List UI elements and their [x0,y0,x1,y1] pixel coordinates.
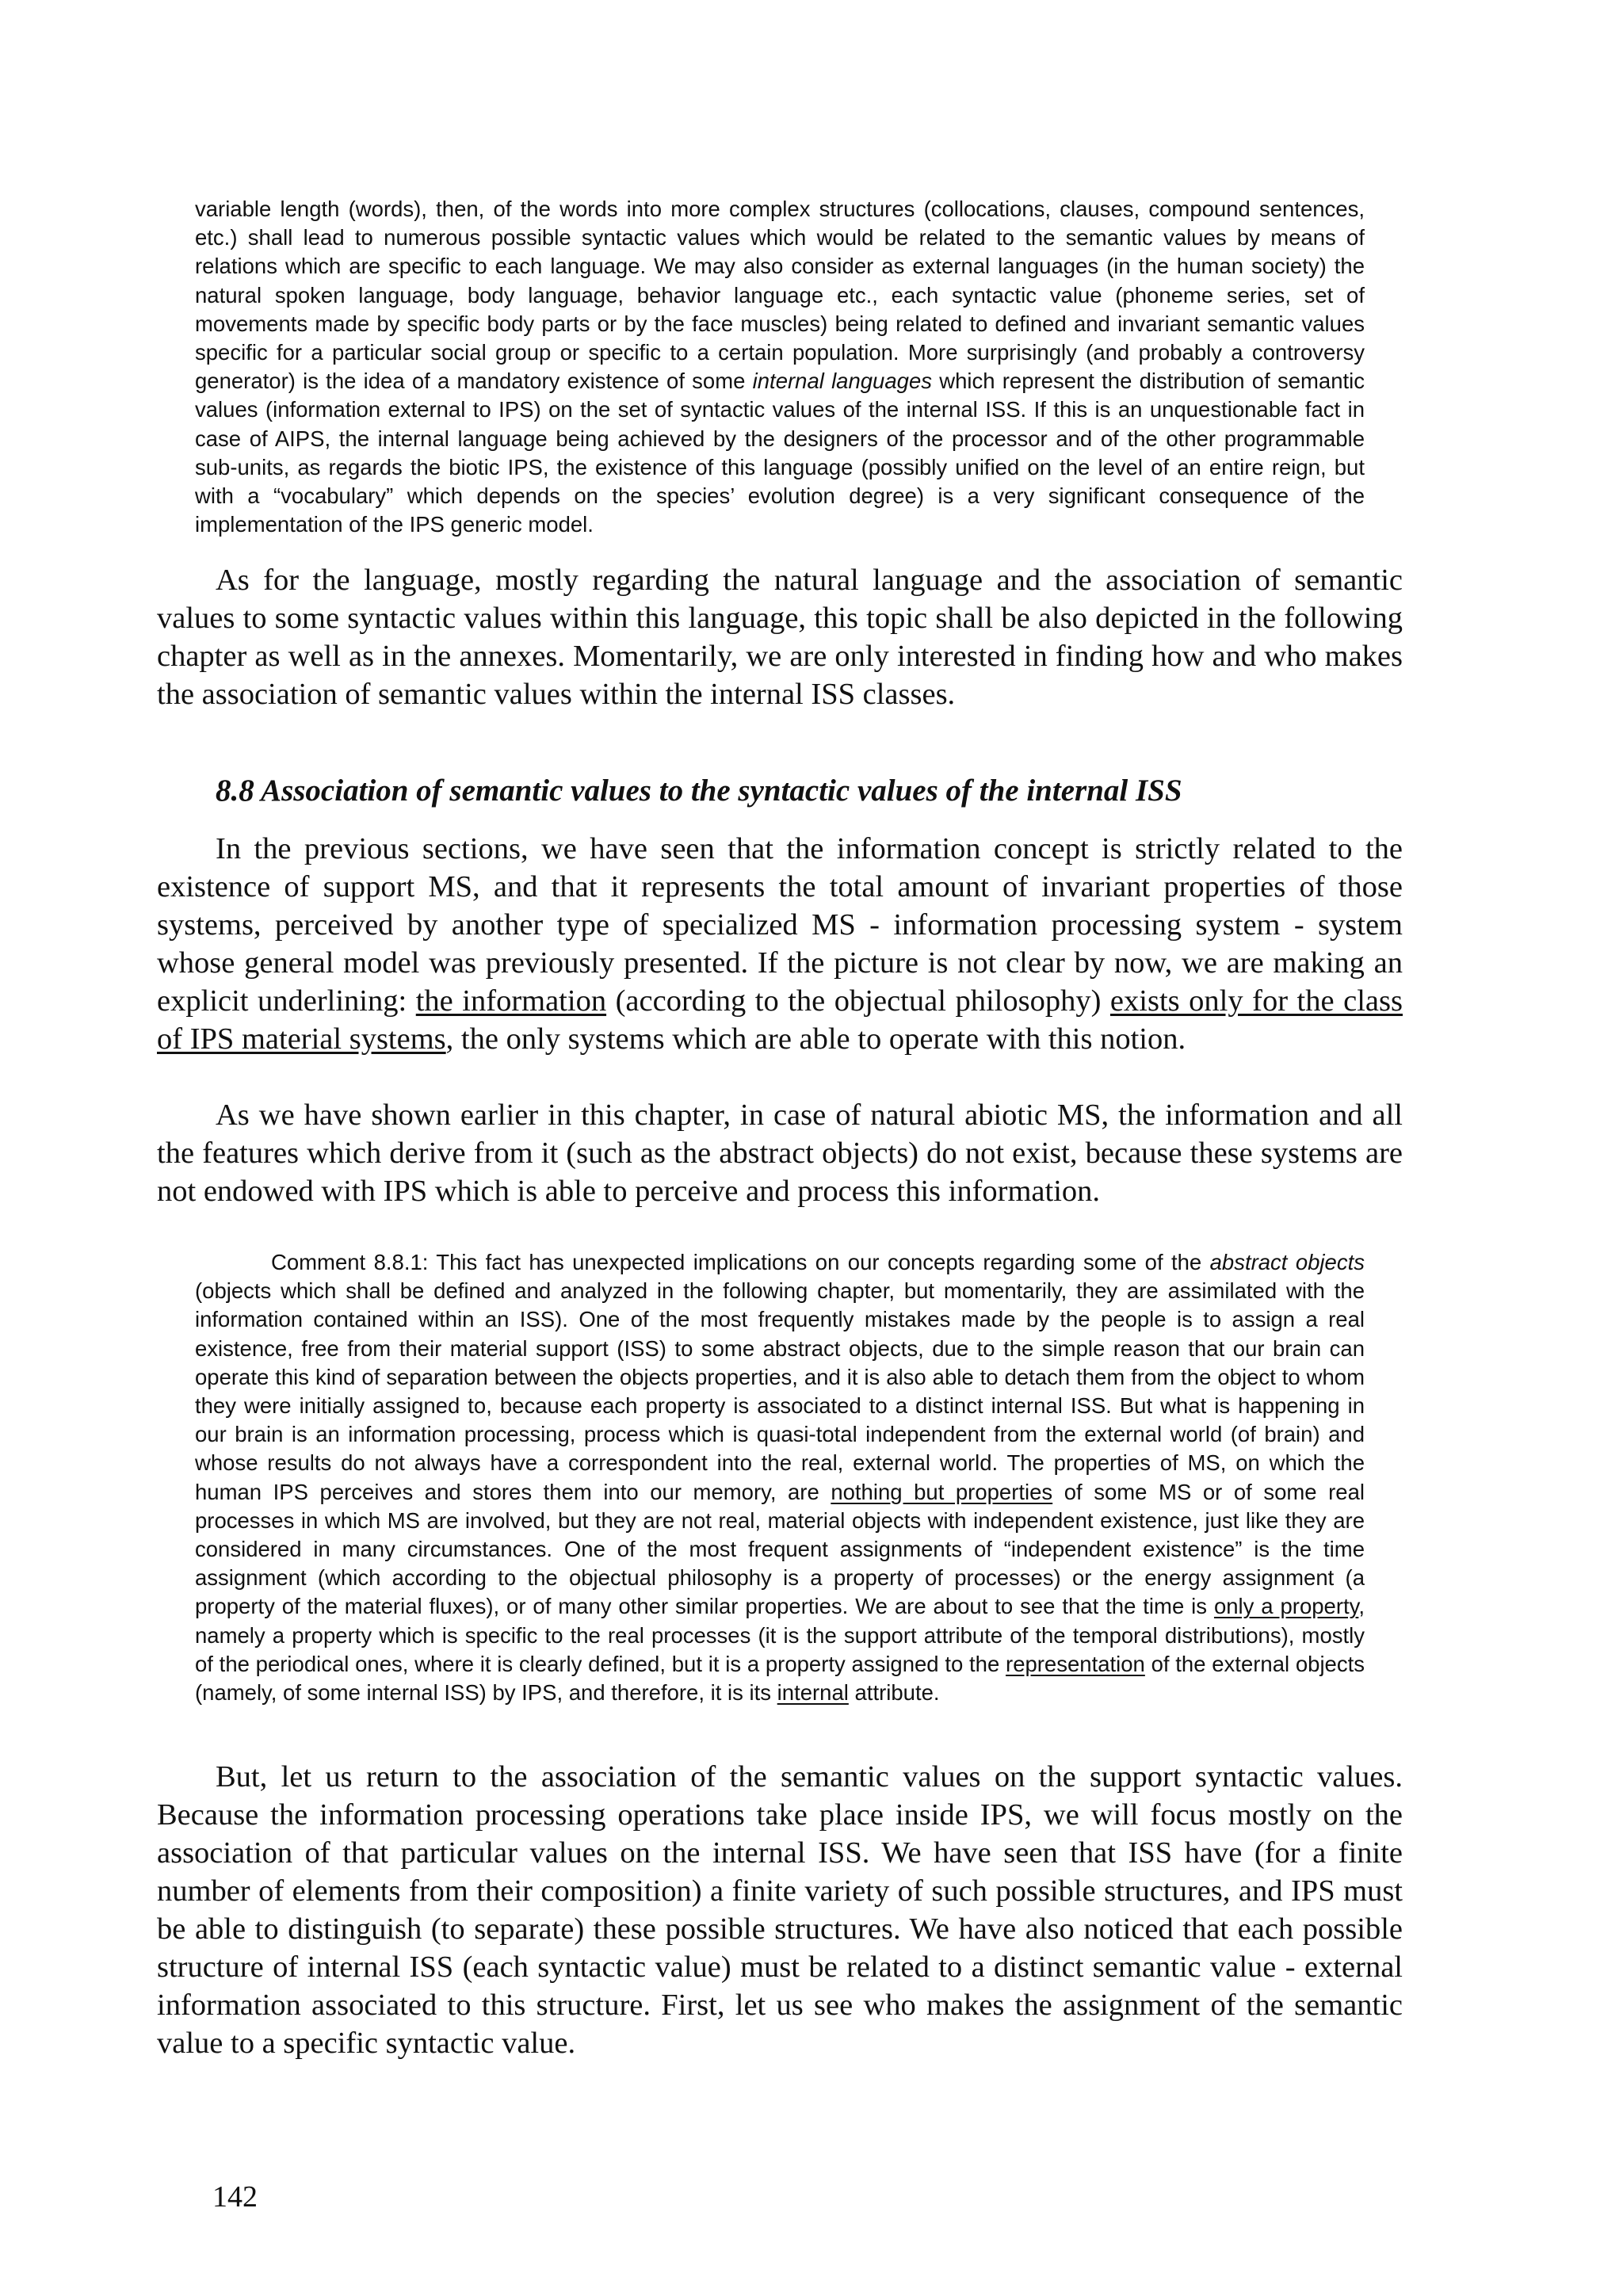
paragraph-abiotic: As we have shown earlier in this chapter, in case of natural abiotic MS, the information and all the features which derive from it (such as the abstract objects) do not exist, because these systems are not endowed with IPS which is able to perceive and process this information. [157,1098,1403,1208]
underlined-internal: internal [777,1680,849,1706]
comment-text-3: , namely a property which is specific to the real processes (it is the support attribute of the temporal distributions), mostly of the periodical ones, where it is clearly defined, but it is a property assigned to the [195,1594,1365,1676]
page-number: 142 [212,2180,258,2214]
previous-text-1: In the previous sections, we have seen that the information concept is strictly related to the existence of support MS, and that it represents the total amount of invariant properties of those systems, perceived by another type of specialized MS - information processing system - system whose general model was previously presented. If the picture is not clear by now, we are making an explicit underlining: [157,832,1403,1018]
underlined-the-information: the information [415,984,607,1018]
comment-lead: Comment 8.8.1: This fact has unexpected implications on our concepts regarding some of the [271,1250,1210,1274]
comment-text-5: attribute. [848,1680,940,1706]
top-note-paragraph [195,195,1365,539]
underlined-exists-only: exists only for the class of IPS material systems [157,984,1403,1056]
previous-text-3: , the only systems which are able to operate with this notion. [445,1022,1186,1056]
top-note-text-1: variable length (words), then, of the words into more complex structures (collocations, clauses, compound sentences, etc.) shall lead to numerous possible syntactic values which would be related to the semantic values by means of relations which are specific to each language. We may also consider as external languages (in the human society) the natural spoken language, body language, behavior language etc., each syntactic value (phoneme series, set of movements made by specific body parts or by the face muscles) being related to defined and invariant semantic values specific for a particular social group or specific to a certain population. More surprisingly (and probably a controversy generator) is the idea of a mandatory existence of some [195,197,1365,394]
underlined-representation: representation [1006,1651,1145,1676]
section-heading: 8.8 Association of semantic values to the syntactic values of the internal ISS [216,774,1182,808]
underlined-only-a-property: only a property [1213,1594,1359,1619]
comment-text-1: (objects which shall be defined and analyzed in the following chapter, but momentarily, they are assimilated with the information contained within an ISS). One of the most frequently mistakes made by the people is to assign a real existence, free from their material support (ISS) to some abstract objects, due to the simple reason that our brain can operate this kind of separation between the objects properties, and it is also able to detach them from the object to whom they were initially assigned to, because each property is associated to a distinct internal ISS. But what is happening in our brain is an information processing, process which is quasi-total independent from the external world (of brain) and whose results do not always have a correspondent into the real, external world. The properties of MS, on which the human IPS perceives and stores them into our memory, are [195,1278,1365,1504]
underlined-nothing-but-properties: nothing but properties [831,1479,1053,1504]
comment-8-8-1 [195,1248,1365,1707]
previous-text-2: (according to the objectual philosophy) [606,984,1110,1018]
top-note-text-2: which represent the distribution of semantic values (information external to IPS) on the set of syntactic values of the internal ISS. If this is an unquestionable fact in case of AIPS, the internal language being achieved by the designers of the processor and of the other programmable sub-units, as regards the biotic IPS, the existence of this language (possibly unified on the level of an entire reign, but with a “vocabulary” which depends on the species’ evolution degree) is a very significant consequence of the implementation of the IPS generic model. [195,369,1365,537]
paragraph-return: But, let us return to the association of the semantic values on the support syntactic values. Because the information processing operations take place inside IPS, we will focus mostly on the association of that particular values on the internal ISS. We have seen that ISS have (for a finite number of elements from their composition) a finite variety of such possible structures, and IPS must be able to distinguish (to separate) these possible structures. We have also noticed that each possible structure of internal ISS (each syntactic value) must be related to a distinct semantic value - external information associated to this structure. First, let us see who makes the assignment of the semantic value to a specific syntactic value. [157,1760,1403,2060]
paragraph-language: As for the language, mostly regarding the natural language and the association of semantic values to some syntactic values within this language, this topic shall be also depicted in the following chapter as well as in the annexes. Momentarily, we are only interested in finding how and who makes the association of semantic values within the internal ISS classes. [157,563,1403,711]
paragraph-previous-sections [157,830,1403,1058]
top-note-italic-term: internal languages [752,369,932,394]
comment-text-4: of the external objects (namely, of some internal ISS) by IPS, and therefore, it is its [195,1651,1365,1706]
comment-text-2: of some MS or of some real processes in which MS are involved, but they are not real, material objects with independent existence, just like they are considered in many circumstances. One of the most frequent assignments of “independent existence” is the time assignment (which according to the objectual philosophy is a property of processes) or the energy assignment (a property of the material fluxes), or of many other similar properties. We are about to see that the time is [195,1479,1365,1619]
comment-italic-term: abstract objects [1209,1250,1365,1274]
